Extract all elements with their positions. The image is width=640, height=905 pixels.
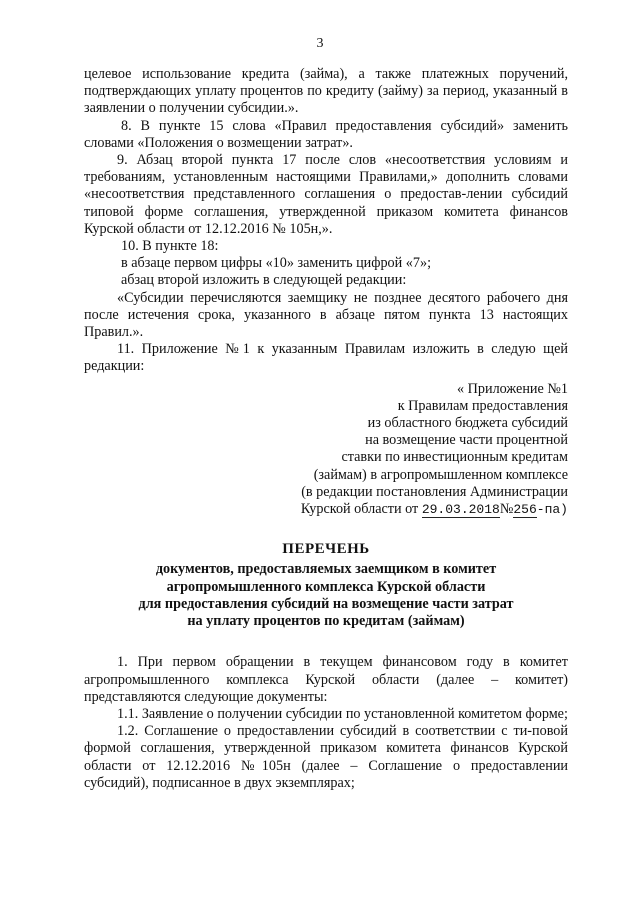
appendix-number: 256: [513, 502, 537, 518]
paragraph-item-10-sub-2: абзац второй изложить в следующей редакции:: [121, 272, 407, 289]
appendix-date: 29.03.2018: [421, 502, 500, 518]
appendix-line-5: ставки по инвестиционным кредитам: [341, 449, 568, 466]
list-item-1-1: 1.1. Заявление о получении субсидии по установленной комитетом форме;: [117, 705, 568, 722]
appendix-line-1: « Приложение №1: [457, 380, 568, 397]
paragraph-item-10-sub-1: в абзаце первом цифры «10» заменить цифрой «7»;: [121, 255, 432, 272]
appendix-line-6: (займам) в агропромышленном комплексе: [313, 466, 568, 483]
appendix-line-2: к Правилам предоставления: [397, 397, 568, 414]
heading-line-4: на уплату процентов по кредитам (займам): [187, 613, 465, 630]
appendix-line-7: (в редакции постановления Администрации: [301, 483, 568, 500]
paragraph-item-10: 10. В пункте 18:: [121, 238, 219, 255]
appendix-line-4: на возмещение части процентной: [365, 432, 568, 449]
paragraph-item-11: 11. Приложение №1 к указанным Правилам изложить в следую щей редакции:: [84, 341, 568, 375]
paragraph-quote: «Субсидии перечисляются заемщику не позднее десятого рабочего дня после истечения срока, указанного в абзаце пятом пункта 13 настоящих Правил.».: [84, 289, 568, 341]
list-item-1: 1. При первом обращении в текущем финансовом году в комитет агропромышленного комплекса Курской области (далее – комитет) представляются следующие документы:: [84, 654, 568, 705]
paragraph-item-8: 8. В пункте 15 слова «Правил предоставления субсидий» заменить словами «Положения о возмещении затрат».: [84, 117, 568, 151]
appendix-date-prefix: Курской области от: [300, 501, 419, 518]
page-number: 3: [316, 36, 324, 51]
appendix-line-3: из областного бюджета субсидий: [367, 415, 568, 432]
appendix-header: [84, 381, 568, 519]
document-heading: [84, 561, 568, 630]
appendix-suffix: -па): [536, 502, 568, 518]
heading-line-2: агропромышленного комплекса Курской области: [166, 578, 486, 595]
paragraph-1: целевое использование кредита (займа), а также платежных поручений, подтверждающих уплату процентов по кредиту (займу) за период, указанный в заявлении о получении субсидии.».: [84, 66, 568, 117]
list-item-1-2: 1.2. Соглашение о предоставлении субсидий в соответствии с ти-повой формой соглашения, утвержденной приказом комитета финансов Курской области от 12.12.2016 №105н (далее – Соглашение о предоставлении субсидий), подписанное в двух экземплярах;: [84, 723, 568, 791]
heading-line-1: документов, предоставляемых заемщиком в комитет: [155, 561, 497, 578]
number-sign: №: [499, 501, 514, 518]
document-title: ПЕРЕЧЕНЬ: [282, 541, 370, 558]
document-body: [84, 66, 568, 792]
spacer: [84, 630, 568, 654]
paragraph-item-9: 9. Абзац второй пункта 17 после слов «несоответствия условиям и требованиям, установленным настоящими Правилами,» дополнить словами «несоответствия представленного соглашения о предостав-лении субсидий типовой форме соглашения, утвержденной приказом комитета финансов Курской области от 12.12.2016 № 105н,».: [84, 152, 568, 237]
heading-line-3: для предоставления субсидий на возмещение части затрат: [138, 595, 514, 612]
appendix-line-8: [84, 501, 568, 518]
